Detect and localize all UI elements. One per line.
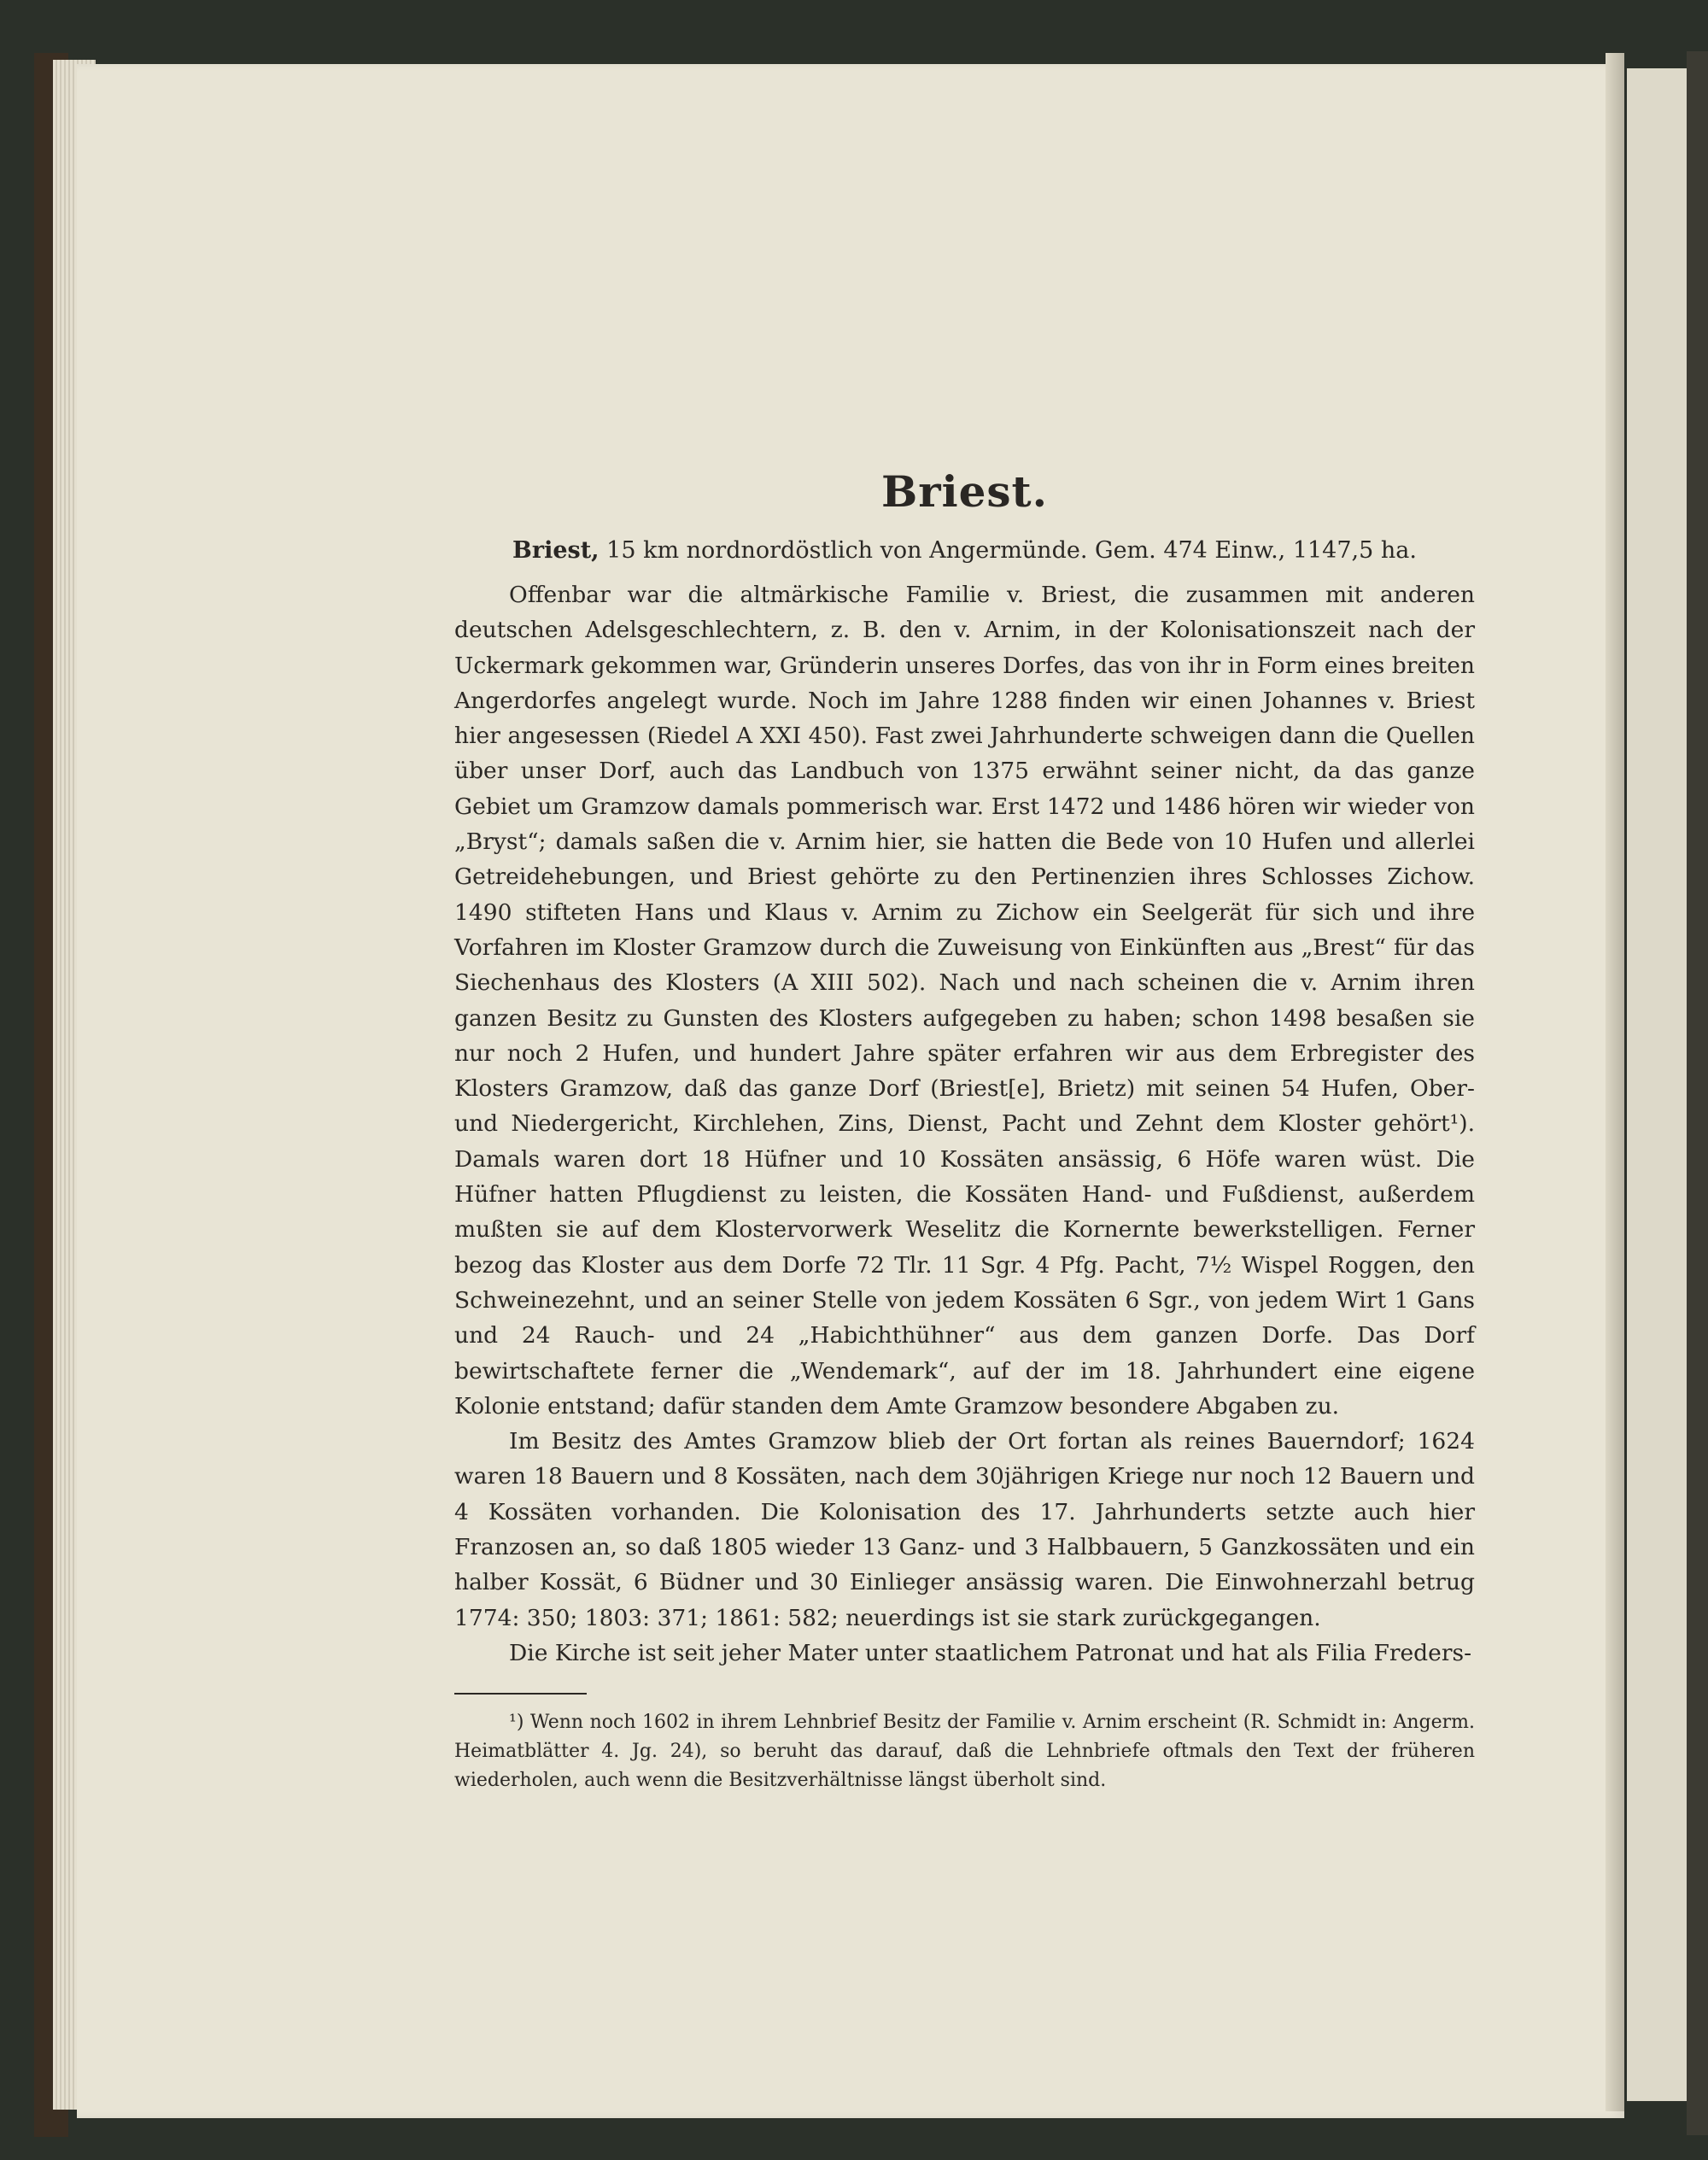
entry-header: [454, 533, 1475, 569]
book-cover-right: [1687, 51, 1708, 2135]
entry-header-text: 15 km nordnordöstlich von Angermünde. Gem. 474 Einw., 1147,5 ha.: [599, 537, 1417, 564]
footnote-rule: [454, 1693, 587, 1695]
paragraph: Die Kirche ist seit jeher Mater unter staatlichem Patronat und hat als Filia Freders-: [509, 1639, 1472, 1666]
paragraph: Im Besitz des Amtes Gramzow blieb der Ort fortan als reines Bauerndorf; 1624 waren 18 Bauern und 8 Kossäten, nach dem 30jährigen Kriege nur noch 12 Bauern und 4 Kossäten vorhanden. Die Kolonisation des 17. Jahrhunderts setzte auch hier Franzosen an, so daß 1805 wieder 13 Ganz- und 3 Halbbauern, 5 Ganzkossäten und ein halber Kossät, 6 Büdner und 30 Einlieger ansässig waren. Die Einwohnerzahl betrug 1774: 350; 1803: 371; 1861: 582; neuerdings ist sie stark zurückgegangen.: [454, 1428, 1475, 1631]
paragraph: Offenbar war die altmärkische Familie v. Briest, die zusammen mit anderen deutschen Adelsgeschlechtern, z. B. den v. Arnim, in der Kolonisationszeit nach der Uckermark gekommen war, Gründerin unseres Dorfes, das von ihr in Form eines breiten Angerdorfes angelegt wurde. Noch im Jahre 1288 finden wir einen Johannes v. Briest hier angesessen (Riedel A XXI 450). Fast zwei Jahrhunderte schweigen dann die Quellen über unser Dorf, auch das Landbuch von 1375 erwähnt seiner nicht, da das ganze Gebiet um Gramzow damals pommerisch war. Erst 1472 und 1486 hören wir wieder von „Bryst“; damals saßen die v. Arnim hier, sie hatten die Bede von 10 Hufen und allerlei Getreidehebungen, und Briest gehörte zu den Pertinenzien ihres Schlosses Zichow. 1490 stifteten Hans und Klaus v. Arnim zu Zichow ein Seelgerät für sich und ihre Vorfahren im Kloster Gramzow durch die Zuweisung von Einkünften aus „Brest“ für das Siechenhaus des Klosters (A XIII 502). Nach und nach scheinen die v. Arnim ihren ganzen Besitz zu Gunsten des Klosters aufgegeben zu haben; schon 1498 besaßen sie nur noch 2 Hufen, und hundert Jahre später erfahren wir aus dem Erbregister des Klosters Gramzow, daß das ganze Dorf (Briest[e], Brietz) mit seinen 54 Hufen, Ober- und Niedergericht, Kirchlehen, Zins, Dienst, Pacht und Zehnt dem Kloster gehört¹). Damals waren dort 18 Hüfner und 10 Kossäten ansässig, 6 Höfe waren wüst. Die Hüfner hatten Pflugdienst zu leisten, die Kossäten Hand- und Fußdienst, außerdem mußten sie auf dem Klostervorwerk Weselitz die Kornernte bewerkstelligen. Ferner bezog das Kloster aus dem Dorfe 72 Tlr. 11 Sgr. 4 Pfg. Pacht, 7½ Wispel Roggen, den Schweinezehnt, und an seiner Stelle von jedem Kossäten 6 Sgr., von jedem Wirt 1 Gans und 24 Rauch- und 24 „Habichthühner“ aus dem ganzen Dorfe. Das Dorf bewirtschaftete ferner die „Wendemark“, auf der im 18. Jahrhundert eine eigene Kolonie entstand; dafür standen dem Amte Gramzow besondere Abgaben zu.: [454, 582, 1475, 1420]
entry-header-lead: Briest,: [512, 537, 600, 564]
book-gutter: [1606, 53, 1624, 2111]
page-title: Briest.: [880, 466, 1049, 517]
page-content: [454, 461, 1475, 1795]
footnote: ¹) Wenn noch 1602 in ihrem Lehnbrief Besitz der Familie v. Arnim erscheint (R. Schmidt in: Angerm. Heimatblätter 4. Jg. 24), so beruht das darauf, daß die Lehnbriefe oftmals den Text der früheren wiederholen, auch wenn die Besitzverhältnisse längst überholt sind.: [454, 1712, 1475, 1792]
